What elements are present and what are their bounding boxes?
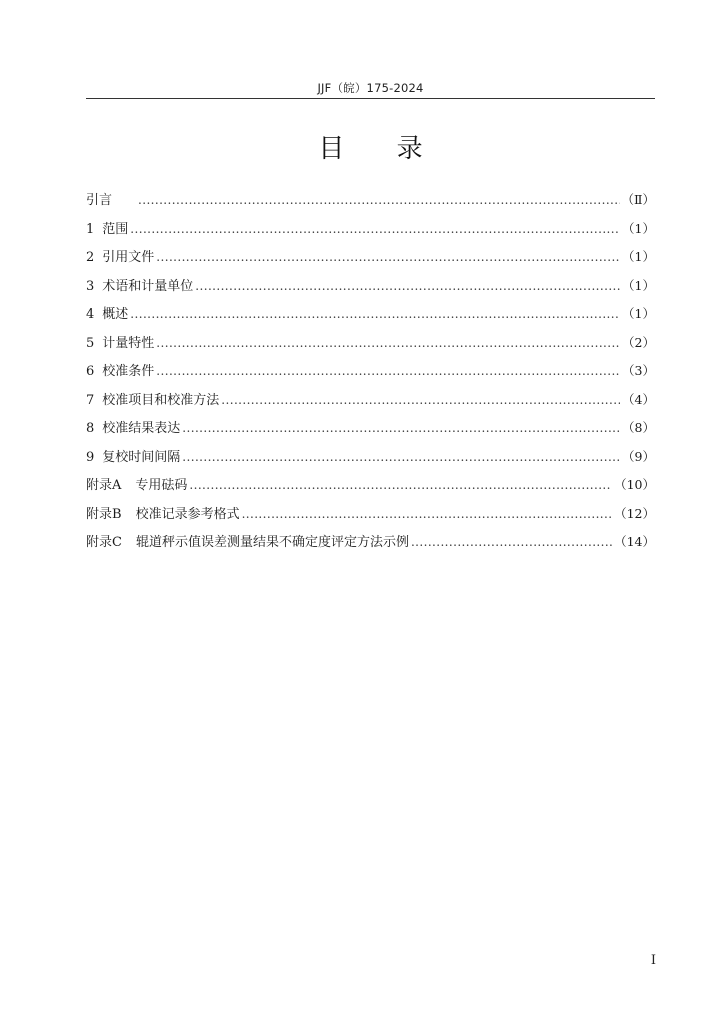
- toc-label: 校准项目和校准方法: [102, 392, 220, 408]
- toc-item-calibration-methods[interactable]: [86, 386, 655, 415]
- dot-leader: [195, 272, 620, 301]
- dot-leader: [156, 357, 620, 386]
- toc-item-scope[interactable]: [86, 215, 655, 244]
- toc-item-overview[interactable]: [86, 300, 655, 329]
- table-of-contents: [86, 186, 655, 557]
- toc-item-references[interactable]: [86, 243, 655, 272]
- toc-label: 辊道秤示值误差测量结果不确定度评定方法示例: [135, 535, 409, 550]
- toc-number: 2: [86, 250, 95, 265]
- toc-label: 专用砝码: [135, 478, 188, 493]
- dot-leader: [411, 528, 612, 557]
- dot-leader: [182, 414, 620, 443]
- toc-page: （2）: [622, 334, 655, 350]
- toc-page: （8）: [622, 420, 655, 435]
- toc-item-calibration-results[interactable]: [86, 414, 655, 443]
- toc-label: 引用文件: [102, 250, 155, 265]
- toc-item-foreword[interactable]: [86, 186, 655, 215]
- toc-item-appendix-c[interactable]: [86, 528, 655, 557]
- toc-number: 附录B: [86, 506, 122, 522]
- toc-label: 范围: [102, 221, 129, 237]
- toc-label: 复校时间间隔: [102, 449, 181, 465]
- toc-number: 8: [86, 421, 95, 436]
- running-header: JJF（皖）175-2024: [317, 81, 424, 95]
- dot-leader: [156, 329, 620, 358]
- dot-leader: [138, 186, 619, 215]
- toc-label: 校准条件: [102, 364, 155, 379]
- toc-page: （Ⅱ）: [621, 192, 655, 207]
- toc-page: （1）: [622, 277, 655, 293]
- toc-page: （3）: [622, 363, 655, 378]
- toc-number: 5: [86, 335, 95, 351]
- toc-number: 附录A: [86, 478, 122, 493]
- page-number: I: [650, 953, 656, 968]
- dot-leader: [156, 243, 620, 272]
- toc-page: （9）: [622, 448, 655, 464]
- toc-item-appendix-b[interactable]: [86, 500, 655, 529]
- toc-page: （4）: [622, 391, 655, 407]
- dot-leader: [189, 471, 612, 500]
- toc-label: 引言: [86, 193, 113, 208]
- toc-label: 概述: [102, 307, 129, 322]
- toc-label: 校准结果表达: [102, 421, 181, 436]
- dot-leader: [130, 300, 620, 329]
- dot-leader: [221, 386, 620, 415]
- toc-page: （12）: [614, 505, 655, 521]
- toc-page: （1）: [622, 220, 655, 236]
- toc-item-calibration-conditions[interactable]: [86, 357, 655, 386]
- dot-leader: [242, 500, 613, 529]
- toc-label: 计量特性: [102, 335, 155, 351]
- toc-item-appendix-a[interactable]: [86, 471, 655, 500]
- toc-item-recalibration-interval[interactable]: [86, 443, 655, 472]
- toc-label: 校准记录参考格式: [135, 506, 240, 522]
- toc-number: 附录C: [86, 535, 122, 550]
- toc-page: （14）: [614, 534, 655, 549]
- toc-page: （1）: [622, 249, 655, 264]
- dot-leader: [130, 215, 620, 244]
- toc-number: 7: [86, 392, 95, 408]
- toc-item-terms[interactable]: [86, 272, 655, 301]
- toc-number: 9: [86, 449, 95, 465]
- toc-number: 1: [86, 221, 95, 237]
- toc-label: 术语和计量单位: [102, 278, 194, 294]
- toc-number: 4: [86, 307, 95, 322]
- dot-leader: [182, 443, 620, 472]
- page-title: 目 录: [318, 134, 445, 164]
- toc-number: 6: [86, 364, 95, 379]
- toc-page: （1）: [622, 306, 655, 321]
- toc-item-metrological-characteristics[interactable]: [86, 329, 655, 358]
- header-rule: [86, 98, 655, 99]
- toc-number: 3: [86, 278, 95, 294]
- toc-page: （10）: [614, 477, 655, 492]
